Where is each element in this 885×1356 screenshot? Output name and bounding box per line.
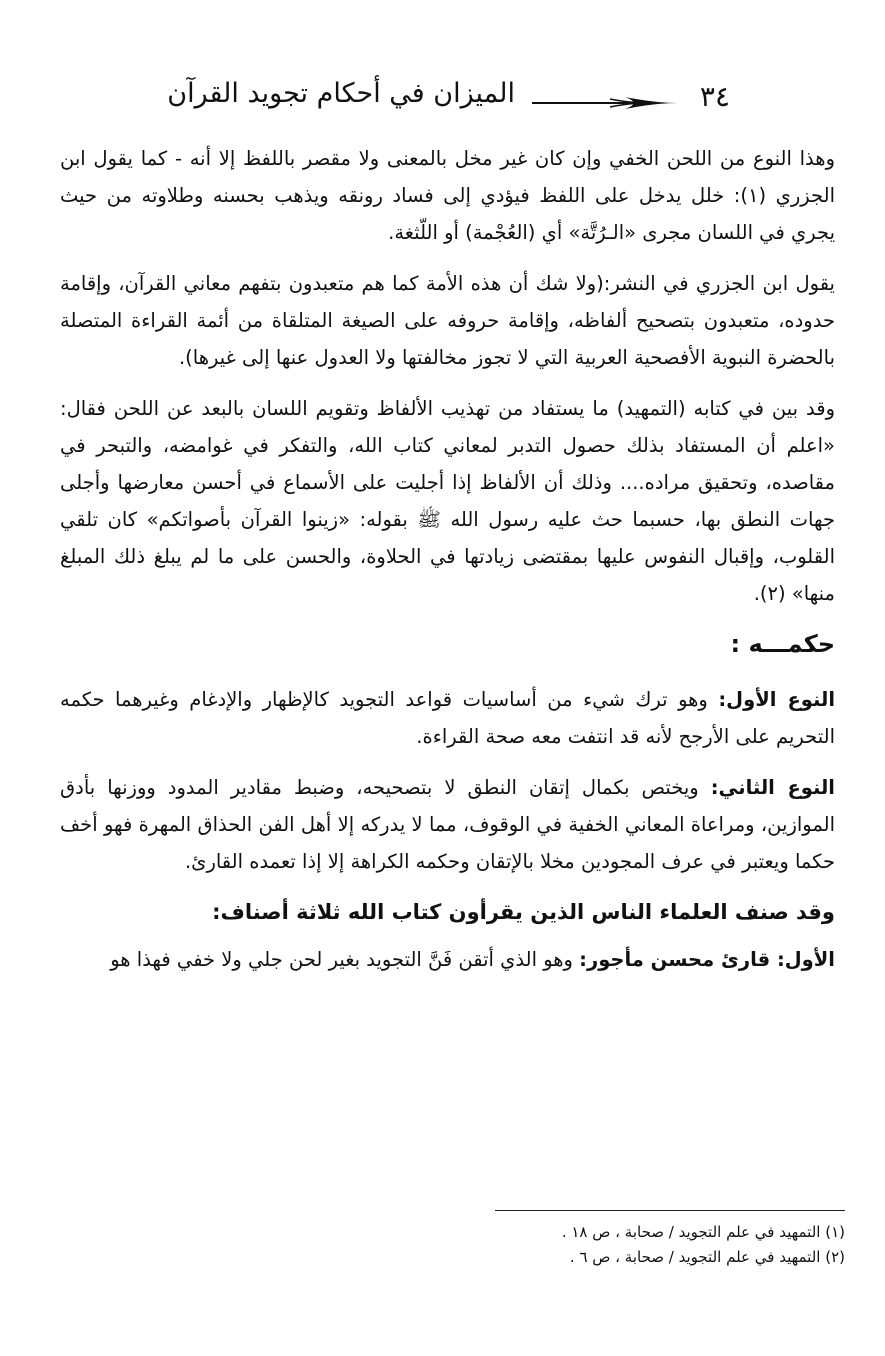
paragraph-ibn-jazari-nashr: يقول ابن الجزري في النشر:(ولا شك أن هذه الأمة كما هم متعبدون بتفهم معاني القرآن، وإقامة حدوده، متعبدون بتصحيح ألفاظه، وإقامة حروفه على الصيغة المتلقاة من أئمة القراءة المتصلة بالحضرة النبوية الأفصحية العربية التي لا تجوز مخالفتها ولا العدول عنها إلى غيرها). <box>60 272 835 369</box>
first-class-lead: الأول: قارئ محسن مأجور: <box>579 948 835 971</box>
paragraph-type-one <box>60 681 835 755</box>
section-heading-ruling: حكمـــه : <box>730 630 835 658</box>
paragraph-first-class <box>60 941 835 978</box>
footnote-divider <box>495 1210 845 1211</box>
page-header <box>130 78 730 122</box>
footnote-2: (٢) التمهيد في علم التجويد / صحابة ، ص ٦ . <box>569 1248 845 1266</box>
first-class-text: وهو الذي أتقن فَنَّ التجويد بغير لحن جلي ولا خفي فهذا هو <box>110 948 580 971</box>
paragraph-tamheed: وقد بين في كتابه (التمهيد) ما يستفاد من تهذيب الألفاظ وتقويم اللسان بالبعد عن اللحن فقال: «اعلم أن المستفاد بذلك حصول التدبر لمعاني كتاب الله، والتفكر في غوامضه، والتبحر في مقاصده، وتحقيق مراده.... وذلك أن الألفاظ إذا أجليت على الأسماع في أحسن معارضها وأجلى جهات النطق بها، حسبما حث عليه رسول الله ﷺ بقوله: «زينوا القرآن بأصواتكم» كان تلقي القلوب، وإقبال النفوس عليها بمقتضى زيادتها في الحلاوة، والحسن على ما لم يبلغ ذلك المبلغ منها» (٢). <box>60 397 835 605</box>
arrow-ornament-icon <box>530 96 680 110</box>
running-title: الميزان في أحكام تجويد القرآن <box>167 78 515 109</box>
footnote-1: (١) التمهيد في علم التجويد / صحابة ، ص ١٨ . <box>561 1223 845 1241</box>
type-two-text: ويختص بكمال إتقان النطق لا بتصحيحه، وضبط مقادير المدود ووزنها بأدق الموازين، ومراعاة المعاني الخفية في الوقوف، مما لا يدركه إلا أهل الفن الحذاق المهرة فهو أخف حكما ويعتبر في عرف المجودين مخلا بالإتقان وحكمه الكراهة إلا إذا تعمده القارئ. <box>60 776 835 873</box>
paragraph-lahn-khafi: وهذا النوع من اللحن الخفي وإن كان غير مخل بالمعنى ولا مقصر باللفظ إلا أنه - كما يقول ابن الجزري (١): خلل يدخل على اللفظ فيؤدي إلى فساد رونقه ويذهب بحسنه وطلاوته من حيث يجري في اللسان مجرى «الـرُتَّة» أي (العُجْمة) أو اللّثغة. <box>60 147 835 244</box>
type-one-lead: النوع الأول: <box>718 688 835 711</box>
page-number: ٣٤ <box>699 80 730 113</box>
classes-intro: وقد صنف العلماء الناس الذين يقرأون كتاب الله ثلاثة أصناف: <box>212 900 835 924</box>
type-two-lead: النوع الثاني: <box>710 776 835 799</box>
footnotes <box>145 1220 845 1270</box>
type-one-text: وهو ترك شيء من أساسيات قواعد التجويد كالإظهار والإدغام وغيرهما حكمه التحريم على الأرجح لأنه قد انتفت معه صحة القراءة. <box>60 688 835 748</box>
paragraph-type-two <box>60 769 835 880</box>
main-text <box>60 140 835 992</box>
